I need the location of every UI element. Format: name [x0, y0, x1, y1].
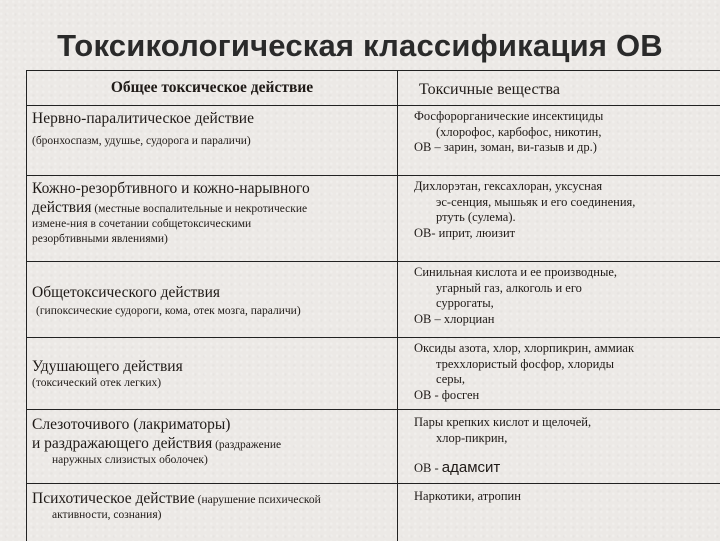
row-4-substance-line: треххлористый фосфор, хлориды [436, 356, 615, 371]
row-2-substance-line: эс-сенция, мышьяк и его соединения, [436, 194, 636, 209]
row-6-symptoms: (нарушение психической [194, 494, 321, 506]
row-4-action: Удушающего действия [32, 358, 183, 375]
row-1-substance-line: (хлорофос, карбофос, никотин, [436, 124, 602, 139]
row-2-symptoms: (местные воспалительные и некротические [91, 203, 308, 215]
row-1-left [32, 109, 392, 149]
header-right: Токсичные вещества [419, 81, 560, 98]
row-5-action: Слезоточивого (лакриматоры) [32, 416, 231, 433]
row-3-substance-line: ОВ – хлорциан [414, 311, 495, 326]
row-3-substance-line: Синильная кислота и ее производные, [414, 265, 618, 279]
classification-table [26, 70, 720, 541]
row-divider [27, 483, 720, 484]
row-5-symptoms-cont: наружных слизистых оболочек) [52, 454, 208, 466]
row-2-symptoms-cont: резорбтивными явлениями) [32, 233, 168, 245]
row-5-symptoms: (раздражение [212, 439, 282, 451]
header-left: Общее токсическое действие [110, 79, 314, 96]
row-4-right [414, 341, 719, 403]
row-2-substance-line: ОВ- иприт, люизит [414, 225, 516, 240]
page-title: Токсикологическая классификация ОВ [57, 28, 663, 63]
row-6-action: Психотическое действие [32, 490, 195, 507]
row-2-right [414, 179, 719, 241]
column-divider [397, 71, 398, 541]
row-4-symptoms: (токсический отек легких) [32, 377, 162, 389]
row-4-left [32, 357, 392, 391]
row-5-right [414, 415, 719, 477]
row-4-substance-line: серы, [436, 372, 466, 386]
row-6-substance-line: Наркотики, атропин [414, 489, 521, 503]
row-3-left [32, 283, 392, 319]
row-3-right [414, 265, 719, 327]
row-1-substance-line: Фосфорорганические инсектициды [414, 109, 604, 123]
row-3-substance-line: суррогаты, [436, 296, 494, 310]
row-5-left [32, 415, 392, 468]
row-2-left [32, 179, 392, 247]
row-1-right [414, 109, 719, 156]
row-6-left [32, 489, 392, 523]
row-5-agent-name: адамсит [441, 459, 501, 476]
row-2-action: Кожно-резорбтивного и кожно-нарывного [32, 180, 310, 197]
row-5-substance-line: Пары крепких кислот и щелочей, [414, 415, 592, 429]
row-divider [27, 261, 720, 262]
row-4-substance-line: Оксиды азота, хлор, хлорпикрин, аммиак [414, 341, 635, 355]
row-2-action-cont: действия [32, 199, 92, 216]
row-divider [27, 105, 720, 106]
row-1-symptoms: (бронхоспазм, удушье, судорога и параличи) [32, 135, 251, 147]
row-3-substance-line: угарный газ, алкоголь и его [436, 280, 582, 295]
row-3-symptoms: (гипоксические судороги, кома, отек мозга, параличи) [36, 305, 301, 317]
row-1-action: Нервно-паралитическое действие [32, 110, 254, 127]
row-5-substance-line: хлор-пикрин, [436, 430, 508, 445]
row-2-substance-line: ртуть (сулема). [436, 210, 516, 224]
row-5-action-cont: и раздражающего действия [32, 435, 213, 452]
row-divider [27, 409, 720, 410]
row-2-substance-line: Дихлорэтан, гексахлоран, уксусная [414, 179, 603, 193]
row-1-substance-line: ОВ – зарин, зоман, ви-газыв и др.) [414, 140, 597, 154]
row-4-substance-line: ОВ - фосген [414, 387, 480, 402]
row-5-agent-prefix: ОВ - [414, 461, 442, 475]
row-6-symptoms-cont: активности, сознания) [52, 509, 162, 521]
row-3-action: Общетоксического действия [32, 284, 221, 301]
row-6-right [414, 489, 719, 505]
row-2-symptoms-cont: измене-ния в сочетании собщетоксическими [32, 218, 252, 230]
row-divider [27, 175, 720, 176]
row-divider [27, 337, 720, 338]
